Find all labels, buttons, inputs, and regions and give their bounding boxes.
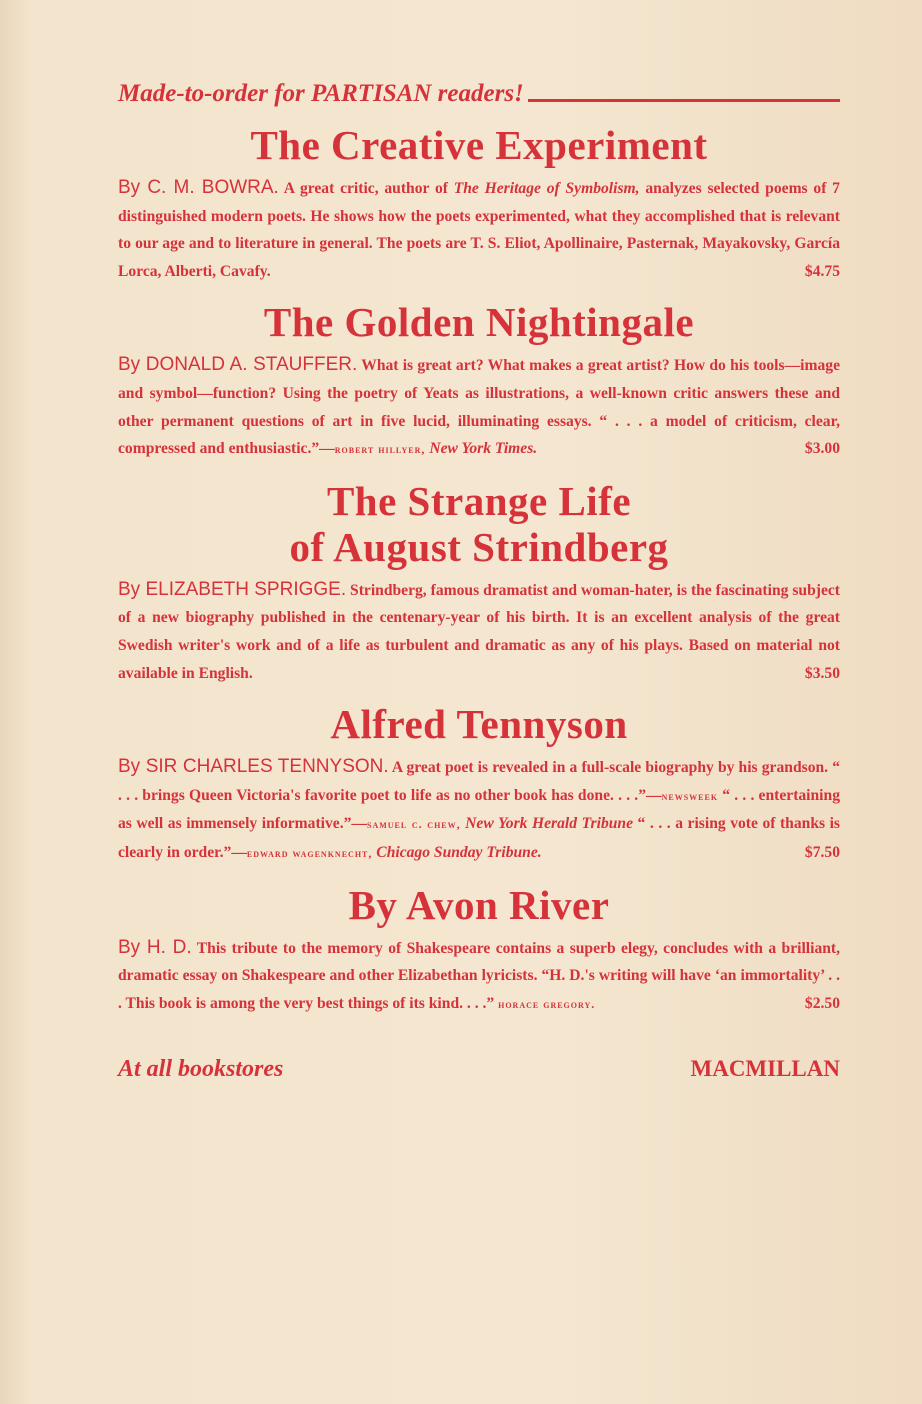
book-entry [118, 122, 840, 285]
book-author: By ELIZABETH SPRIGGE. [118, 578, 347, 600]
quote-source: samuel c. chew, [367, 817, 461, 832]
footer-availability: At all bookstores [118, 1056, 284, 1083]
book-title [118, 701, 840, 747]
book-price: $3.00 [804, 440, 840, 458]
book-title [118, 122, 840, 168]
book-title-line: Alfred Tennyson [330, 701, 628, 748]
publication-title: New York Herald Tribune [465, 815, 634, 833]
quote-source: newsweek [661, 788, 719, 803]
book-description [118, 174, 840, 285]
book-description [118, 351, 840, 463]
publication-title: New York Times. [429, 440, 538, 458]
book-entry [118, 299, 840, 463]
book-title-line: of August Strindberg [289, 523, 669, 570]
description-text: “ . . . a rising vote of thanks is clearly in order.”— [118, 815, 840, 861]
description-text: A great critic, author of [278, 180, 454, 197]
footer [118, 1056, 840, 1083]
description-text: A great poet is revealed in a full-scale biography by his grandson. “ . . . brings Queen Victoria's favorite poet to life as no other book has done. . . .”— [118, 759, 840, 804]
book-title-line: The Creative Experiment [250, 122, 708, 168]
quote-source: horace gregory. [498, 996, 596, 1011]
publication-title: The Heritage of Symbolism, [453, 180, 640, 197]
book-description [118, 753, 840, 867]
book-price: $7.50 [804, 843, 840, 861]
book-description [118, 934, 840, 1019]
publisher-name: MACMILLAN [690, 1056, 840, 1082]
book-price: $4.75 [804, 262, 840, 280]
book-entry [118, 701, 840, 867]
book-price: $3.50 [804, 664, 840, 682]
book-title [118, 299, 840, 345]
header-rule [528, 99, 840, 102]
book-title [118, 882, 840, 928]
book-list [118, 122, 840, 1018]
book-title [118, 478, 840, 570]
book-description [118, 576, 840, 687]
quote-source: edward wagenknecht, [246, 845, 373, 860]
description-text: analyzes selected poems of 7 distinguished modern poets. He shows how the poets experimented, what they accomplished that is relevant to our age and to literature in general. The poets are T. S. Eliot, Apollinaire, Pasternak, Mayakovsky, García Lorca, Alberti, Cavafy. [118, 180, 840, 280]
book-price: $2.50 [804, 994, 840, 1012]
book-author: By H. D. [118, 936, 192, 958]
book-entry [118, 882, 840, 1019]
book-title-line: By Avon River [348, 881, 610, 928]
book-author: By C. M. BOWRA. [118, 177, 279, 198]
publication-title: Chicago Sunday Tribune. [376, 843, 542, 861]
header [118, 74, 840, 108]
advertisement [118, 74, 840, 1083]
description-text: Strindberg, famous dramatist and woman-hater, is the fascinating subject of a new biography published in the centenary-year of his birth. It is an excellent analysis of the great Swedish writer's work and of a life as turbulent and dramatic as any of his plays. Based on material not available in English. [118, 581, 840, 682]
book-author: By DONALD A. STAUFFER. [118, 354, 358, 376]
book-title-line: The Strange Life [326, 477, 632, 524]
book-entry [118, 478, 840, 687]
description-text: What is great art? What makes a great artist? How do his tools—image and symbol—function? Using the poetry of Yeats as illustrations, a well-known critic answers these and other permanent questions of art in five lucid, illuminating essays. “ . . . a model of criticism, clear, compressed and enthusiastic.”— [118, 357, 840, 458]
description-text: This tribute to the memory of Shakespeare contains a superb elegy, concludes with a brilliant, dramatic essay on Shakespeare and other Elizabethan lyricists. “H. D.'s writing will have ‘an immortality’ . . . This book is among the very best things of its kind. . . .” [118, 939, 841, 1012]
book-title-line: The Golden Nightingale [263, 299, 695, 346]
quote-source: robert hillyer, [334, 442, 426, 457]
header-text: Made-to-order for PARTISAN readers! [118, 80, 524, 107]
description-text: “ . . . entertaining as well as immensely informative.”— [118, 786, 840, 833]
book-author: By SIR CHARLES TENNYSON. [118, 756, 389, 778]
